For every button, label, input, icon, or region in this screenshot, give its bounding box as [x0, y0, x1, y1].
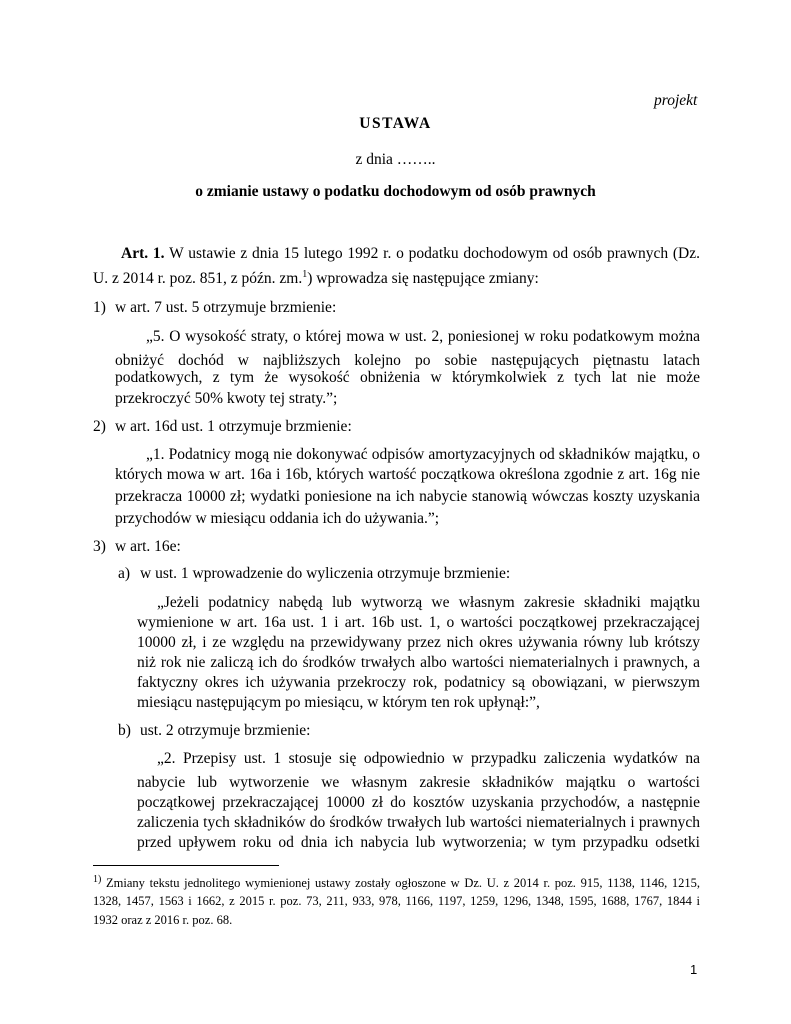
- document-subject: o zmianie ustawy o podatku dochodowym od osób prawnych: [195, 183, 596, 200]
- footnote-line: [93, 873, 701, 891]
- point3b-quote-line: nabycie lub wytworzenie we własnym zakresie składników majątku o wartości: [137, 774, 700, 791]
- art1-text-1: W ustawie z dnia 15 lutego 1992 r. o podatku dochodowym od osób prawnych (Dz.: [169, 245, 700, 262]
- point1-intro: w art. 7 ust. 5 otrzymuje brzmienie:: [115, 299, 337, 316]
- art1-text-2b: ) wprowadza się następujące zmiany:: [307, 270, 539, 287]
- point3a-quote-line: miesiącu następującym po miesiącu, w którym ten rok upłynął:”,: [137, 694, 540, 711]
- projekt-label: projekt: [654, 92, 698, 109]
- point1-quote-line: „5. O wysokość straty, o której mowa w ust. 2, poniesionej w roku podatkowym można: [146, 328, 700, 345]
- point3a-marker: a): [118, 565, 131, 582]
- footnote-separator: [93, 865, 279, 866]
- footnote-ref: 1: [302, 268, 308, 280]
- point3a-quote-line: wymienione w art. 16a ust. 1 i art. 16b ust. 1, o wartości początkowej przekraczającej: [137, 614, 700, 631]
- point2-quote-line: przekracza 10000 zł; wydatki poniesione na ich nabycie stanowią wówczas koszty uzyskania: [115, 488, 700, 505]
- point3a-quote-line: „Jeżeli podatnicy nabędą lub wytworzą we własnym zakresie składniki majątku: [157, 594, 700, 611]
- art1-line-2: [93, 270, 539, 288]
- page-number: 1: [690, 962, 698, 977]
- point2-marker: 2): [93, 418, 106, 435]
- document-date: z dnia ……..: [355, 151, 436, 168]
- footnote-line: 1328, 1457, 1563 i 1662, z 2015 r. poz. 73, 211, 933, 978, 1166, 1197, 1259, 1296, 1348, 1595, 1688, 1767, 1844 i: [93, 894, 700, 908]
- point3-intro: w art. 16e:: [115, 538, 181, 555]
- art1-label: Art. 1.: [121, 245, 165, 262]
- point1-marker: 1): [93, 299, 106, 316]
- point1-quote-line: obniżyć dochód w najbliższych kolejno po sobie następujących piętnastu latach: [115, 352, 700, 369]
- point3a-quote-line: 10000 zł, i ze względu na przewidywany przez nich okres używania równy lub krótszy: [137, 634, 700, 651]
- point1-quote-line: przekroczyć 50% kwoty tej straty.”;: [115, 390, 338, 407]
- footnote-marker: 1): [93, 873, 102, 885]
- point3b-quote-line: zaliczenia tych składników do środków trwałych lub wartości niematerialnych i prawnych: [137, 814, 700, 831]
- point2-quote-line: których mowa w art. 16a i 16b, których wartość początkowa określona zgodnie z art. 16g nie: [115, 466, 700, 483]
- point3a-quote-line: niż rok nie zaliczą ich do środków trwałych albo wartości niematerialnych i prawnych, a: [137, 654, 700, 671]
- point3a-quote-line: faktyczny okres ich używania przekroczy rok, podatnicy są obowiązani, w pierwszym: [137, 674, 700, 691]
- point3b-marker: b): [118, 722, 131, 739]
- point2-quote-line: przychodów w miesiącu oddania ich do używania.”;: [115, 510, 440, 527]
- point2-intro: w art. 16d ust. 1 otrzymuje brzmienie:: [115, 418, 352, 435]
- footnote-text-1: Zmiany tekstu jednolitego wymienionej ustawy zostały ogłoszone w Dz. U. z 2014 r. poz. 915, 1138, 1146, 1215,: [106, 876, 701, 890]
- point3a-intro: w ust. 1 wprowadzenie do wyliczenia otrzymuje brzmienie:: [140, 565, 511, 582]
- point3b-intro: ust. 2 otrzymuje brzmienie:: [140, 722, 311, 739]
- footnote-line: 1932 oraz z 2016 r. poz. 68.: [93, 913, 233, 927]
- point3b-quote-line: „2. Przepisy ust. 1 stosuje się odpowiednio w przypadku zaliczenia wydatków na: [157, 750, 700, 767]
- art1-text-2a: U. z 2014 r. poz. 851, z późn. zm.: [93, 270, 303, 287]
- art1-line-1: [93, 245, 700, 263]
- point3b-quote-line: początkowej przekraczającej 10000 zł do kosztów uzyskania przychodów, a następnie: [137, 794, 700, 811]
- point2-quote-line: „1. Podatnicy mogą nie dokonywać odpisów amortyzacyjnych od składników majątku, o: [146, 446, 700, 463]
- point3-marker: 3): [93, 538, 106, 555]
- document-title: USTAWA: [359, 115, 432, 132]
- point1-quote-line: podatkowych, z tym że wysokość obniżenia w którymkolwiek z tych lat nie może: [115, 369, 700, 386]
- point3b-quote-line: przed upływem roku od dnia ich nabycia lub wytworzenia; w tym przypadku odsetki: [137, 834, 700, 851]
